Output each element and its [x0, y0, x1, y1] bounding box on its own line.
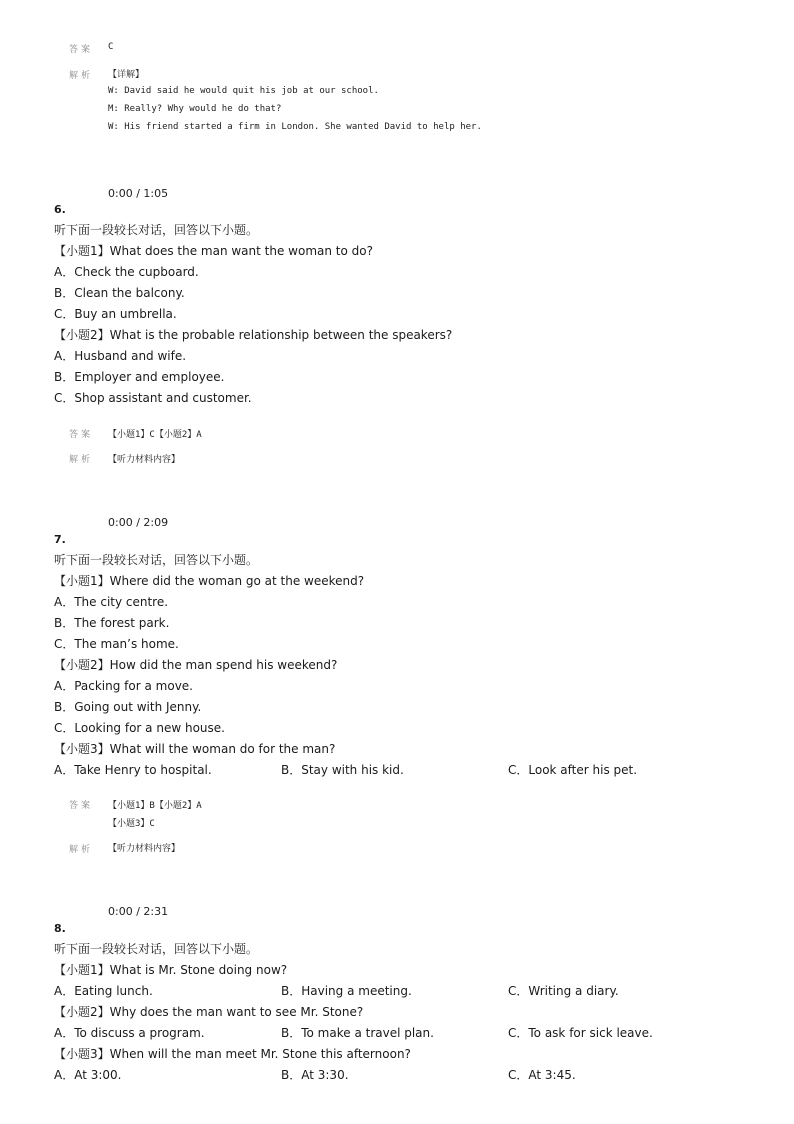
q6-analysis: 【听力材料内容】 — [108, 455, 181, 465]
q8-sub3-option-b: B．At 3:30. — [281, 1068, 349, 1082]
q7-sub1-option-b: B．The forest park. — [54, 616, 170, 630]
q6-sub1-option-a: A．Check the cupboard. — [54, 265, 199, 279]
q7-intro: 听下面一段较长对话，回答以下小题。 — [54, 553, 259, 567]
q8-sub2-question: 【小题2】Why does the man want to see Mr. Stone? — [54, 1005, 364, 1019]
q8-number: 8. — [54, 922, 66, 935]
q5-line-3: W: His friend started a firm in London. She wanted David to help her. — [108, 122, 482, 132]
q7-analysis-label: 解析 — [69, 845, 94, 855]
q7-answer-line-2: 【小题3】C — [108, 819, 155, 829]
q7-sub1-option-c: C．The man’s home. — [54, 637, 179, 651]
q7-sub2-option-c: C．Looking for a new house. — [54, 721, 225, 735]
q6-analysis-label: 解析 — [69, 455, 94, 465]
q7-sub3-option-a: A．Take Henry to hospital. — [54, 763, 212, 777]
q6-sub1-question: 【小题1】What does the man want the woman to do? — [54, 244, 373, 258]
q7-sub1-question: 【小题1】Where did the woman go at the weekend? — [54, 574, 365, 588]
q8-sub3-option-a: A．At 3:00. — [54, 1068, 122, 1082]
q8-sub2-option-c: C．To ask for sick leave. — [508, 1026, 653, 1040]
q6-sub2-option-b: B．Employer and employee. — [54, 370, 225, 384]
q6-sub2-option-c: C．Shop assistant and customer. — [54, 391, 252, 405]
q5-line-2: M: Really? Why would he do that? — [108, 104, 282, 114]
q6-sub1-option-c: C．Buy an umbrella. — [54, 307, 177, 321]
q5-line-1: W: David said he would quit his job at our school. — [108, 86, 379, 96]
q7-sub1-option-a: A．The city centre. — [54, 595, 169, 609]
q8-sub1-option-a: A．Eating lunch. — [54, 984, 153, 998]
q7-sub3-option-b: B．Stay with his kid. — [281, 763, 404, 777]
q6-answer: 【小题1】C【小题2】A — [108, 430, 202, 440]
q8-sub3-option-c: C．At 3:45. — [508, 1068, 576, 1082]
q6-answer-label: 答案 — [69, 430, 94, 440]
q6-intro: 听下面一段较长对话，回答以下小题。 — [54, 223, 259, 237]
q7-answer-label: 答案 — [69, 801, 94, 811]
q6-audio-player-time[interactable]: 0:00 / 1:05 — [108, 187, 169, 200]
q7-audio-player-time[interactable]: 0:00 / 2:09 — [108, 516, 169, 529]
q7-analysis: 【听力材料内容】 — [108, 844, 181, 854]
q6-number: 6. — [54, 203, 66, 216]
q8-intro: 听下面一段较长对话，回答以下小题。 — [54, 942, 259, 956]
q6-sub2-option-a: A．Husband and wife. — [54, 349, 187, 363]
q6-sub1-option-b: B．Clean the balcony. — [54, 286, 185, 300]
q8-sub1-option-b: B．Having a meeting. — [281, 984, 412, 998]
q7-sub3-question: 【小题3】What will the woman do for the man? — [54, 742, 336, 756]
q6-sub2-question: 【小题2】What is the probable relationship between the speakers? — [54, 328, 453, 342]
analysis-label: 解析 — [69, 71, 94, 81]
q7-sub2-option-b: B．Going out with Jenny. — [54, 700, 202, 714]
q5-analysis-head: 【详解】 — [108, 70, 145, 80]
q7-sub3-option-c: C．Look after his pet. — [508, 763, 638, 777]
q7-number: 7. — [54, 533, 66, 546]
q7-answer-line-1: 【小题1】B【小题2】A — [108, 801, 202, 811]
answer-label: 答案 — [69, 45, 94, 55]
q8-sub3-question: 【小题3】When will the man meet Mr. Stone this afternoon? — [54, 1047, 411, 1061]
q8-sub2-option-a: A．To discuss a program. — [54, 1026, 205, 1040]
q8-sub2-option-b: B．To make a travel plan. — [281, 1026, 434, 1040]
q8-sub1-option-c: C．Writing a diary. — [508, 984, 619, 998]
q8-audio-player-time[interactable]: 0:00 / 2:31 — [108, 905, 169, 918]
q5-answer: C — [108, 42, 114, 52]
q8-sub1-question: 【小题1】What is Mr. Stone doing now? — [54, 963, 288, 977]
q7-sub2-option-a: A．Packing for a move. — [54, 679, 193, 693]
q7-sub2-question: 【小题2】How did the man spend his weekend? — [54, 658, 338, 672]
